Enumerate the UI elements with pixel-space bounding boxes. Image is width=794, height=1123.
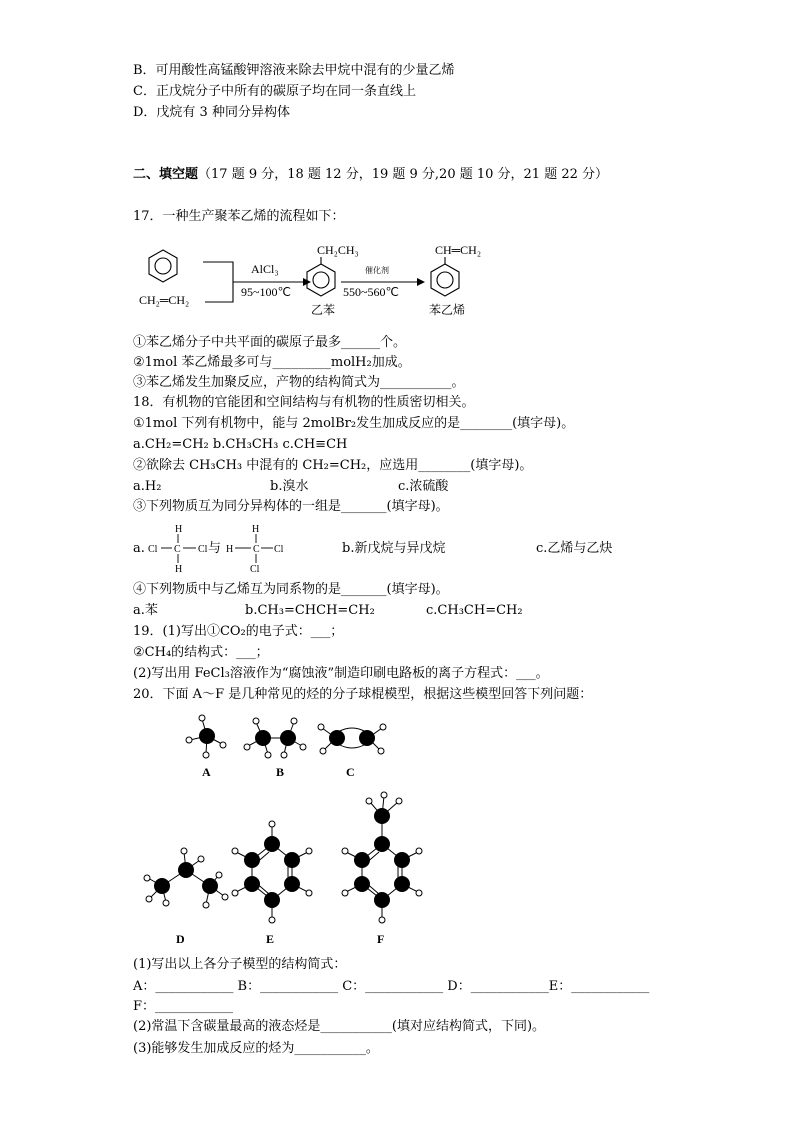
svg-text:H: H bbox=[175, 524, 183, 535]
q18-4: ④下列物质中与乙烯互为同系物的是_______(填字母)。 bbox=[133, 582, 449, 597]
reagent-2-bottom: 550~560℃ bbox=[343, 285, 399, 299]
svg-text:Cl: Cl bbox=[198, 544, 208, 555]
q20-part2: (2)常温下含碳量最高的液态烃是___________(填对应结构简式，下同)。 bbox=[133, 1019, 546, 1034]
section-note: （17 题 9 分，18 题 12 分，19 题 9 分,20 题 10 分，21 题 22 分） bbox=[198, 167, 609, 182]
q18-4-opt-c: c.CH₃CH=CH₂ bbox=[426, 603, 523, 618]
q18-2: ②欲除去 CH₃CH₃ 中混有的 CH₂=CH₂，应选用________(填字母)。 bbox=[133, 458, 533, 473]
option-b: B．可用酸性高锰酸钾溶液来除去甲烷中混有的少量乙烯 bbox=[133, 63, 455, 78]
models-row-2 bbox=[136, 790, 436, 930]
q20-part1: (1)写出以上各分子模型的结构简式： bbox=[133, 957, 347, 972]
q18-3-opt-c: c.乙烯与乙炔 bbox=[536, 541, 613, 556]
svg-text:Cl: Cl bbox=[250, 564, 260, 574]
q18-1-options: a.CH₂=CH₂ b.CH₃CH₃ c.CH≡CH bbox=[133, 437, 348, 452]
benzene-ring-1 bbox=[149, 250, 177, 282]
q18-3: ③下列物质互为同分异构体的一组是_______(填字母)。 bbox=[133, 499, 449, 514]
q19-3: (2)写出用 FeCl₃溶液作为“腐蚀液”制造印刷电路板的离子方程式：___。 bbox=[133, 666, 549, 681]
q18-3-opt-b: b.新戊烷与异戊烷 bbox=[342, 541, 446, 556]
vinyl-group: CH═CH₂ bbox=[435, 243, 482, 257]
q20-stem: 20．下面 A～F 是几种常见的烃的分子球棍模型，根据这些模型回答下列问题： bbox=[133, 687, 593, 702]
carbon-atom bbox=[329, 730, 345, 746]
carbon-atom bbox=[199, 728, 215, 744]
model-label-b: B bbox=[276, 765, 285, 779]
styrene-name: 苯乙烯 bbox=[429, 303, 466, 317]
svg-text:H: H bbox=[175, 564, 183, 574]
reagent-1-top: AlCl₃ bbox=[251, 262, 279, 276]
option-c: C．正戊烷分子中所有的碳原子均在同一条直线上 bbox=[133, 84, 416, 99]
reagent-1-bottom: 95~100℃ bbox=[241, 285, 291, 299]
q19-2: ②CH₄的结构式：___； bbox=[133, 645, 269, 660]
model-label-f: F bbox=[377, 932, 385, 946]
q18-2-opt-a: a.H₂ bbox=[133, 479, 162, 494]
q17-stem: 17．一种生产聚苯乙烯的流程如下： bbox=[133, 209, 345, 224]
q19-1: 19．(1)写出①CO₂的电子式：___； bbox=[133, 624, 344, 639]
q17-reaction-scheme bbox=[133, 240, 513, 322]
q18-2-opt-b: b.溴水 bbox=[270, 479, 309, 494]
svg-text:C: C bbox=[253, 544, 260, 555]
q17-1: ①苯乙烯分子中共平面的碳原子最多______个。 bbox=[133, 335, 407, 350]
carbon-atom bbox=[280, 730, 296, 746]
section-title: 二、填空题 bbox=[133, 167, 199, 182]
carbon-atom bbox=[255, 730, 271, 746]
benzene-ring-3 bbox=[431, 264, 459, 296]
q18-3-opt-a-and: 与 bbox=[208, 541, 222, 556]
q20-answers-row2: F：____________ bbox=[133, 999, 234, 1014]
ethylene-formula: CH₂═CH₂ bbox=[139, 293, 190, 307]
q18-3-opt-a-prefix: a. bbox=[133, 541, 145, 556]
merge-bracket bbox=[203, 262, 233, 302]
ethyl-group: CH₂CH₃ bbox=[317, 243, 359, 257]
svg-text:Cl: Cl bbox=[148, 544, 158, 555]
model-label-d: D bbox=[176, 932, 185, 946]
reagent-2-top: 催化剂 bbox=[365, 266, 389, 275]
section-heading bbox=[133, 166, 608, 184]
svg-text:Cl: Cl bbox=[274, 544, 284, 555]
option-d: D．戊烷有 3 种同分异构体 bbox=[133, 105, 290, 120]
svg-text:C: C bbox=[174, 544, 181, 555]
svg-text:H: H bbox=[226, 544, 234, 555]
model-label-e: E bbox=[266, 932, 275, 946]
ethylbenzene-name: 乙苯 bbox=[311, 303, 336, 317]
q20-part3: (3)能够发生加成反应的烃为___________。 bbox=[133, 1041, 379, 1056]
q18-4-opt-a: a.苯 bbox=[133, 603, 158, 618]
q17-3: ③苯乙烯发生加聚反应，产物的结构简式为___________。 bbox=[133, 375, 465, 390]
models-row-1 bbox=[176, 710, 396, 762]
carbon-atom bbox=[359, 730, 375, 746]
q18-4-opt-b: b.CH₃=CHCH=CH₂ bbox=[245, 603, 375, 618]
model-label-a: A bbox=[202, 765, 211, 779]
q18-stem: 18．有机物的官能团和空间结构与有机物的性质密切相关。 bbox=[133, 395, 475, 410]
q20-answers-row1: A：____________ B：____________ C：____________ D：____________E：____________ bbox=[133, 979, 650, 994]
q17-2: ②1mol 苯乙烯最多可与_________molH₂加成。 bbox=[133, 355, 411, 370]
model-label-c: C bbox=[346, 765, 355, 779]
benzene-ring-2 bbox=[307, 264, 335, 296]
svg-text:H: H bbox=[252, 524, 260, 535]
q18-2-opt-c: c.浓硫酸 bbox=[398, 479, 449, 494]
q18-1: ①1mol 下列有机物中，能与 2molBr₂发生加成反应的是________(填字母)。 bbox=[133, 416, 575, 431]
